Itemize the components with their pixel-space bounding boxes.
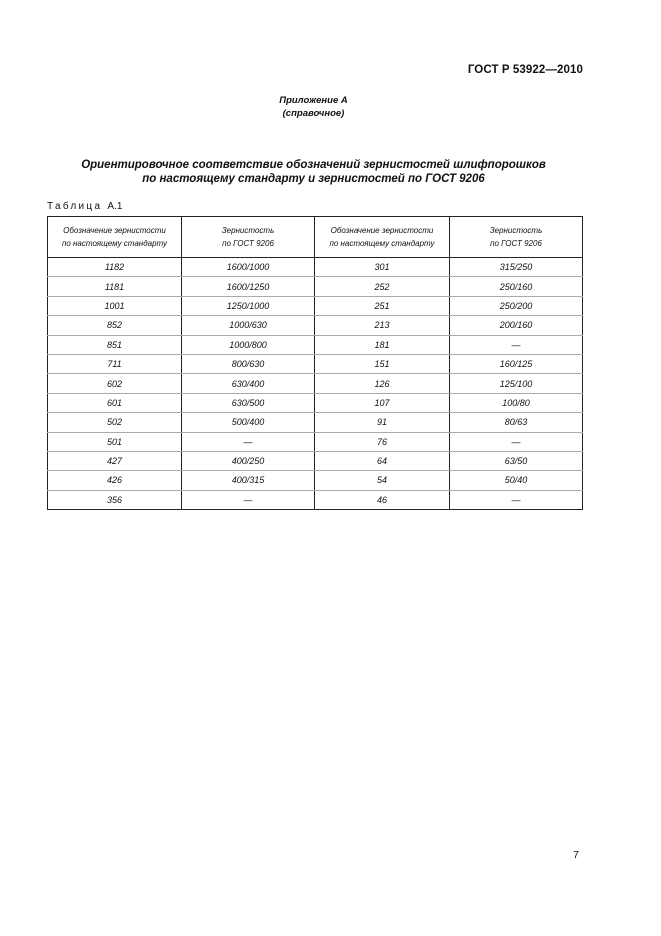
table-cell: 502 — [48, 413, 182, 432]
table-cell: 46 — [315, 490, 450, 509]
table-cell: 711 — [48, 354, 182, 373]
header-designation-standard-2: Обозначение зернистости по настоящему стандарту — [315, 217, 450, 258]
header-designation-standard: Обозначение зернистости по настоящему стандарту — [48, 217, 182, 258]
table-caption-number: А.1 — [107, 201, 123, 212]
document-code: ГОСТ Р 53922—2010 — [467, 64, 583, 76]
table-cell: 426 — [48, 471, 182, 490]
table-header-row — [48, 217, 583, 258]
page-number: 7 — [573, 849, 579, 861]
table-caption — [47, 201, 122, 212]
section-title — [0, 158, 627, 186]
table-cell: 213 — [315, 316, 450, 335]
table-cell: 107 — [315, 393, 450, 412]
table-cell: — — [450, 490, 583, 509]
appendix-heading — [0, 94, 627, 120]
table-cell: 125/100 — [450, 374, 583, 393]
table-cell: 54 — [315, 471, 450, 490]
table-cell: 400/315 — [182, 471, 315, 490]
table-cell: 80/63 — [450, 413, 583, 432]
table-cell: 1000/630 — [182, 316, 315, 335]
table-row — [48, 277, 583, 296]
table-cell: 252 — [315, 277, 450, 296]
table-cell: 250/200 — [450, 296, 583, 315]
table-cell: 50/40 — [450, 471, 583, 490]
table-cell: 251 — [315, 296, 450, 315]
table-cell: 315/250 — [450, 258, 583, 277]
grain-correspondence-table — [47, 216, 583, 510]
table-body — [48, 258, 583, 510]
table-cell: 501 — [48, 432, 182, 451]
table-row — [48, 316, 583, 335]
table-cell: — — [450, 335, 583, 354]
table-cell: 1600/1000 — [182, 258, 315, 277]
table-cell: 1250/1000 — [182, 296, 315, 315]
table-cell: 1000/800 — [182, 335, 315, 354]
table-cell: 601 — [48, 393, 182, 412]
table-row — [48, 258, 583, 277]
table-cell: — — [450, 432, 583, 451]
table-row — [48, 374, 583, 393]
table-cell: 400/250 — [182, 451, 315, 470]
table-cell: 1182 — [48, 258, 182, 277]
table-cell: 427 — [48, 451, 182, 470]
table-cell: 250/160 — [450, 277, 583, 296]
table-cell: 356 — [48, 490, 182, 509]
table-row — [48, 413, 583, 432]
table-row — [48, 296, 583, 315]
table-row — [48, 432, 583, 451]
table-row — [48, 471, 583, 490]
table-row — [48, 393, 583, 412]
table-cell: — — [182, 432, 315, 451]
table-cell: 151 — [315, 354, 450, 373]
table-cell: 1001 — [48, 296, 182, 315]
table-caption-word: Таблица — [47, 201, 103, 212]
table-row — [48, 335, 583, 354]
section-title-line-2: по настоящему стандарту и зернистостей по ГОСТ 9206 — [142, 173, 485, 185]
table-cell: 100/80 — [450, 393, 583, 412]
table-row — [48, 490, 583, 509]
header-grain-gost-2: Зернистость по ГОСТ 9206 — [450, 217, 583, 258]
table-cell: 64 — [315, 451, 450, 470]
appendix-type: (справочное) — [282, 108, 345, 119]
table-cell: 126 — [315, 374, 450, 393]
table-row — [48, 451, 583, 470]
table-cell: 181 — [315, 335, 450, 354]
table-cell: 602 — [48, 374, 182, 393]
section-title-line-1: Ориентировочное соответствие обозначений зернистостей шлифпорошков — [81, 159, 546, 171]
table-cell: 160/125 — [450, 354, 583, 373]
table-cell: 301 — [315, 258, 450, 277]
appendix-label: Приложение А — [279, 95, 348, 106]
table-cell: — — [182, 490, 315, 509]
table-cell: 851 — [48, 335, 182, 354]
table-cell: 200/160 — [450, 316, 583, 335]
table-cell: 91 — [315, 413, 450, 432]
table-cell: 76 — [315, 432, 450, 451]
table-cell: 630/400 — [182, 374, 315, 393]
table-cell: 800/630 — [182, 354, 315, 373]
table-cell: 500/400 — [182, 413, 315, 432]
table-cell: 1600/1250 — [182, 277, 315, 296]
table-cell: 852 — [48, 316, 182, 335]
table-cell: 630/500 — [182, 393, 315, 412]
header-grain-gost: Зернистость по ГОСТ 9206 — [182, 217, 315, 258]
table-cell: 63/50 — [450, 451, 583, 470]
table-row — [48, 354, 583, 373]
table-cell: 1181 — [48, 277, 182, 296]
